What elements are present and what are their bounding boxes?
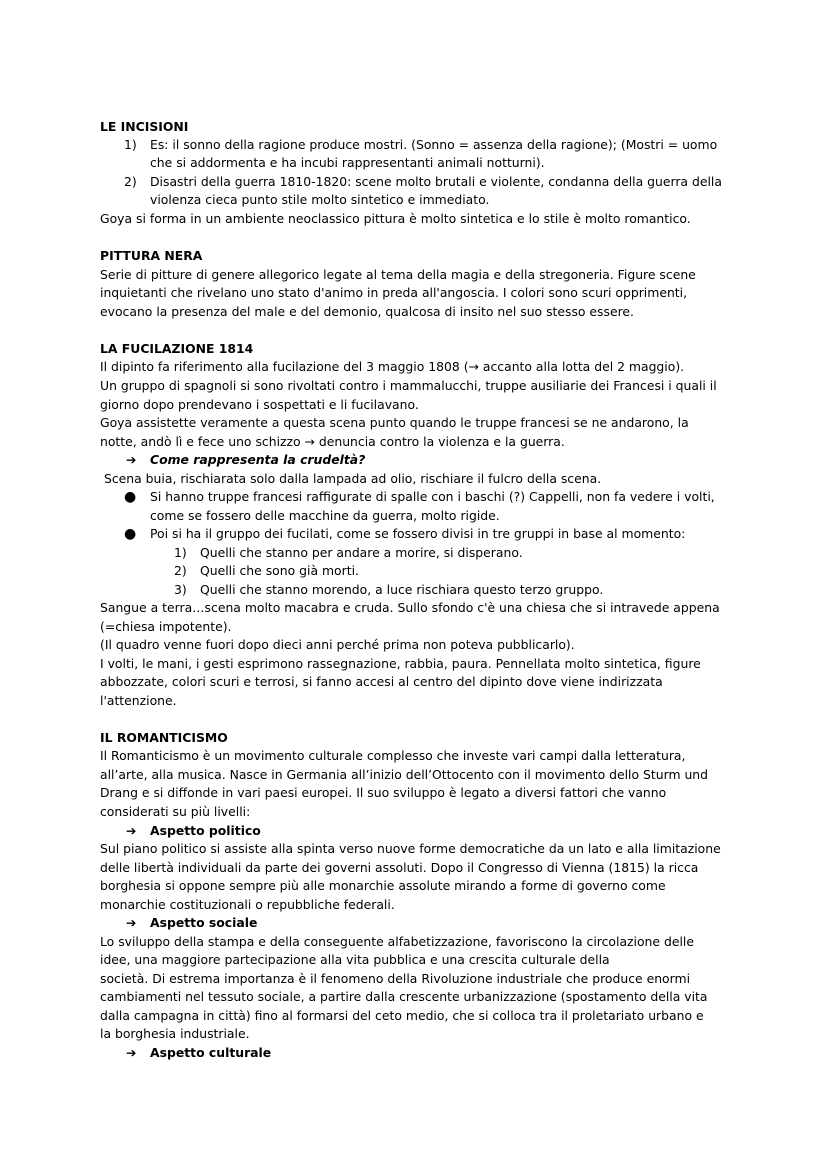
arrow-icon: ➔ bbox=[126, 915, 137, 930]
paragraph-line: abbozzate, colori scuri e terrosi, si fanno accesi al centro del dipinto dove viene indirizzata bbox=[100, 674, 663, 689]
list-item-text: che si addormenta e ha incubi rappresentanti animali notturni). bbox=[150, 155, 545, 170]
paragraph-line: delle libertà individuali da parte dei governi assoluti. Dopo il Congresso di Vienna (1815) la ricca bbox=[100, 860, 699, 875]
paragraph-line: Scena buia, rischiarata solo dalla lampada ad olio, rischiare il fulcro della scena. bbox=[104, 471, 602, 486]
section-heading-fucilazione: LA FUCILAZIONE 1814 bbox=[100, 341, 254, 356]
bullet-item-text: Si hanno truppe francesi raffigurate di spalle con i baschi (?) Cappelli, non fa vedere i volti, bbox=[150, 489, 715, 504]
list-number: 2) bbox=[174, 563, 187, 578]
paragraph-line: I volti, le mani, i gesti esprimono rassegnazione, rabbia, paura. Pennellata molto sintetica, figure bbox=[100, 656, 701, 671]
paragraph-line: monarchie costituzionali o repubbliche federali. bbox=[100, 897, 395, 912]
bullet-icon: ● bbox=[124, 489, 137, 505]
subheading-aspetto-culturale: Aspetto culturale bbox=[150, 1045, 272, 1060]
arrow-icon: ➔ bbox=[126, 1045, 137, 1060]
paragraph-line: società. Di estrema importanza è il fenomeno della Rivoluzione industriale che produce enormi bbox=[100, 971, 691, 986]
list-item-text: Disastri della guerra 1810-1820: scene molto brutali e violente, condanna della guerra della bbox=[150, 174, 722, 189]
paragraph-line: borghesia si oppone sempre più alle monarchie assolute mirando a forme di governo come bbox=[100, 878, 666, 893]
paragraph-line: (Il quadro venne fuori dopo dieci anni perché prima non poteva pubblicarlo). bbox=[100, 637, 575, 652]
bullet-icon: ● bbox=[124, 526, 137, 542]
paragraph-line: l'attenzione. bbox=[100, 693, 177, 708]
list-item-text: Quelli che stanno per andare a morire, si disperano. bbox=[200, 545, 523, 560]
paragraph-line: Drang e si diffonde in vari paesi europei. Il suo sviluppo è legato a diversi fattori che vanno bbox=[100, 785, 667, 800]
paragraph-line: Un gruppo di spagnoli si sono rivoltati contro i mammalucchi, truppe ausiliarie dei Francesi i quali il bbox=[100, 378, 717, 393]
paragraph-line: la borghesia industriale. bbox=[100, 1026, 250, 1041]
paragraph-line: inquietanti che rivelano uno stato d'animo in preda all'angoscia. I colori sono scuri opprimenti, bbox=[100, 285, 688, 300]
paragraph-line: all’arte, alla musica. Nasce in Germania all’inizio dell’Ottocento con il movimento dello Sturm und bbox=[100, 767, 709, 782]
paragraph-line: idee, una maggiore partecipazione alla vita pubblica e una crescita culturale della bbox=[100, 952, 610, 967]
paragraph-line: Serie di pitture di genere allegorico legate al tema della magia e della stregoneria. Figure scene bbox=[100, 267, 696, 282]
list-number: 1) bbox=[124, 137, 137, 152]
subheading-aspetto-politico: Aspetto politico bbox=[150, 823, 261, 838]
section-heading-pittura-nera: PITTURA NERA bbox=[100, 248, 203, 263]
paragraph-line: notte, andò lì e fece uno schizzo → denuncia contro la violenza e la guerra. bbox=[100, 434, 565, 449]
list-number: 3) bbox=[174, 582, 187, 597]
list-item-text: Quelli che sono già morti. bbox=[200, 563, 359, 578]
paragraph-line: considerati su più livelli: bbox=[100, 804, 251, 819]
paragraph-line: (=chiesa impotente). bbox=[100, 619, 232, 634]
subheading-aspetto-sociale: Aspetto sociale bbox=[150, 915, 258, 930]
list-number: 2) bbox=[124, 174, 137, 189]
arrow-item-label: Come rappresenta la crudeltà? bbox=[150, 452, 366, 467]
section-heading-romanticismo: IL ROMANTICISMO bbox=[100, 730, 228, 745]
arrow-icon: ➔ bbox=[126, 452, 137, 467]
paragraph-line: Il Romanticismo è un movimento culturale complesso che investe vari campi dalla letteratura, bbox=[100, 748, 686, 763]
paragraph-line: Sul piano politico si assiste alla spinta verso nuove forme democratiche da un lato e alla limitazione bbox=[100, 841, 721, 856]
paragraph-line: Lo sviluppo della stampa e della conseguente alfabetizzazione, favoriscono la circolazione delle bbox=[100, 934, 694, 949]
bullet-item-text: come se fossero delle macchine da guerra, molto rigide. bbox=[150, 508, 500, 523]
paragraph-line: Goya assistette veramente a questa scena punto quando le truppe francesi se ne andarono, la bbox=[100, 415, 689, 430]
paragraph-line: cambiamenti nel tessuto sociale, a partire dalla crescente urbanizzazione (spostamento della vita bbox=[100, 989, 708, 1004]
paragraph-line: dalla campagna in città) fino al formarsi del ceto medio, che si colloca tra il proletariato urbano e bbox=[100, 1008, 704, 1023]
list-item-text: violenza cieca punto stile molto sintetico e immediato. bbox=[150, 192, 490, 207]
section-heading-incisioni: LE INCISIONI bbox=[100, 119, 189, 134]
paragraph-line: giorno dopo prendevano i sospettati e li fucilavano. bbox=[100, 397, 419, 412]
list-item-text: Quelli che stanno morendo, a luce rischiara questo terzo gruppo. bbox=[200, 582, 604, 597]
paragraph-line: Goya si forma in un ambiente neoclassico pittura è molto sintetica e lo stile è molto romantico. bbox=[100, 211, 691, 226]
list-number: 1) bbox=[174, 545, 187, 560]
paragraph-line: evocano la presenza del male e del demonio, qualcosa di insito nel suo stesso essere. bbox=[100, 304, 634, 319]
list-item-text: Es: il sonno della ragione produce mostri. (Sonno = assenza della ragione); (Mostri = uomo bbox=[150, 137, 718, 152]
arrow-icon: ➔ bbox=[126, 823, 137, 838]
paragraph-line: Sangue a terra…scena molto macabra e cruda. Sullo sfondo c'è una chiesa che si intravede appena bbox=[100, 600, 720, 615]
paragraph-line: Il dipinto fa riferimento alla fucilazione del 3 maggio 1808 (→ accanto alla lotta del 2 maggio). bbox=[100, 359, 685, 374]
bullet-item-text: Poi si ha il gruppo dei fucilati, come se fossero divisi in tre gruppi in base al momento: bbox=[150, 526, 686, 541]
